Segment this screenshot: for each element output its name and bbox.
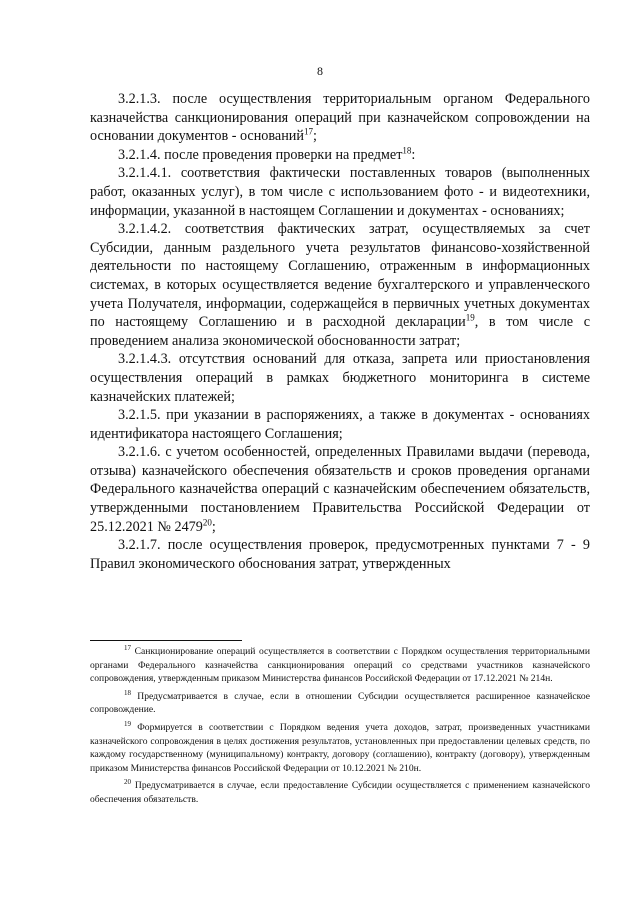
paragraph-3-2-1-4-1: 3.2.1.4.1. соответствия фактически поставленных товаров (выполненных работ, оказанных услуг), в том числе с использованием фото - и видеотехники, информации, указанной в настоящем Соглашении и документах - основаниях; <box>90 165 590 219</box>
document-body <box>90 90 590 573</box>
paragraph-3-2-1-4-3: 3.2.1.4.3. отсутствия оснований для отказа, запрета или приостановления осуществления операций в рамках бюджетного мониторинга в системе казначейских платежей; <box>90 351 590 405</box>
paragraph-3-2-1-3: 3.2.1.3. после осуществления территориальным органом Федерального казначейства санкционирования операций при казначейском сопровождении на основании документов - оснований$^{17}$; <box>90 91 590 145</box>
footnote-number: 18 <box>124 688 131 697</box>
footnote-text: Предусматривается в случае, если предоставление Субсидии осуществляется с применением казначейского обеспечения обязательств. <box>90 780 591 805</box>
footnote-number: 17 <box>124 643 131 652</box>
footnote-text: Предусматривается в случае, если в отношении Субсидии осуществляется расширенное казначейское сопровождение. <box>90 690 590 716</box>
footnote-text: Санкционирование операций осуществляется в соответствии с Порядком осуществления территориальными органами Федерального казначейства санкционирования операций со средствами участников казначейского сопровождения, утвержденным приказом Министерства финансов Российской Федерации от 17.12.2021 № 214н. <box>90 646 590 685</box>
footnote-ref-17[interactable]: 17 <box>303 126 313 137</box>
paragraph-3-2-1-4-2: 3.2.1.4.2. соответствия фактических затрат, осуществляемых за счет Субсидии, данным раздельного учета результатов финансово-хозяйственной деятельности по настоящему Соглашению, отраженным в информационных системах, в которых осуществляется ведение бухгалтерского и управленческого учета Получателя, информации, содержащейся в первичных учетных документах по настоящему Соглашению и в расходной декларации$^{19}$, в том числе с проведением анализа экономической обоснованности затрат; <box>90 221 590 349</box>
footnote-ref-20[interactable]: 20 <box>202 516 212 527</box>
footnote-ref-18[interactable]: 18 <box>402 145 412 156</box>
paragraph-3-2-1-6: 3.2.1.6. с учетом особенностей, определенных Правилами выдачи (перевода, отзыва) казначейского обеспечения обязательств и сроков проведения органами Федерального казначейства операций с казначейским обеспечением обязательств, утвержденными постановлением Правительства Российской Федерации от 25.12.2021 № 2479$^{20}$; <box>90 444 590 535</box>
paragraph-3-2-1-4: 3.2.1.4. после проведения проверки на предмет$^{18}$: <box>118 145 416 163</box>
footnote-number: 19 <box>124 719 131 728</box>
paragraph-3-2-1-7: 3.2.1.7. после осуществления проверок, предусмотренных пунктами 7 - 9 Правил экономического обоснования затрат, утвержденных <box>90 537 590 572</box>
footnote-19 <box>90 721 590 775</box>
footnotes <box>90 645 590 811</box>
footnote-17 <box>90 645 590 686</box>
footnote-text: Формируется в соответствии с Порядком ведения учета доходов, затрат, произведенных участниками казначейского сопровождения в целях достижения результатов, установленных при предоставлении целевых средств, по каждому государственному (муниципальному) контракту, договору (соглашению), контракту (договору), утвержденным приказом Министерства финансов Российской Федерации от 10.12.2021 № 210н. <box>90 721 590 774</box>
paragraph-3-2-1-5: 3.2.1.5. при указании в распоряжениях, а также в документах - основаниях идентификатора настоящего Соглашения; <box>90 407 590 442</box>
footnote-separator <box>90 640 242 641</box>
footnote-20 <box>90 779 590 806</box>
page-number: 8 <box>317 64 323 78</box>
footnote-number: 20 <box>124 778 131 787</box>
footnote-ref-19[interactable]: 19 <box>465 312 475 323</box>
footnote-18 <box>90 690 590 717</box>
